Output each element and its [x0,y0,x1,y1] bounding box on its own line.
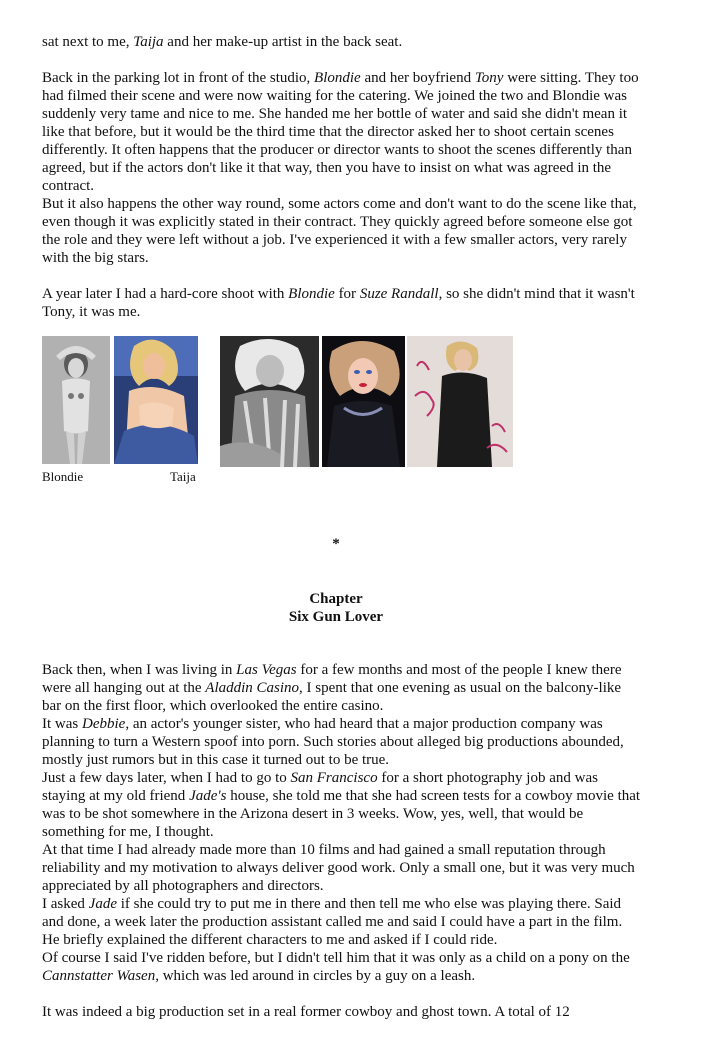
emphasized-name: Aladdin Casino [205,680,300,696]
paragraph-body-1 [42,661,642,715]
text-run: Of course I said I've ridden before, but I didn't tell him that it was only as a child on a pony on the [42,950,630,966]
text-run: Just a few days later, when I had to go to [42,770,291,786]
text-run: It was [42,716,82,732]
text-run: At that time I had already made more than 10 films and had gained a small reputation through reliability and my motivation to always deliver good work. Only a small one, but it was very much appreciated by all photographers and directors. [42,842,635,894]
photo-taija-2 [322,336,405,467]
text-run: house, she told me that she had screen tests for a cowboy movie that was to be shot somewhere in the Arizona desert in 3 weeks. Wow, yes, well, that would be something for me, I thought. [42,788,641,840]
photo-signed [407,336,513,467]
photo-caption-blondie: Blondie [42,469,84,484]
chapter-body [42,661,642,1021]
text-run: were sitting. They too had filmed their scene and were now waiting for the catering. We joined the two and Blondie was suddenly very tame and nice to me. She handed me her bottle of water and said she didn't mean it like that before, but it would be the third time that the director asked her to shoot certain scenes differently. It often happens that the producer or director wants to shoot the scenes differently than agreed, but if the actors don't like it that way, then you have to insist on what was agreed in the contract. [42,70,639,194]
photo-blondie-2 [220,336,319,467]
emphasized-name: Taija [133,34,164,50]
emphasized-name: Blondie [314,70,361,86]
photo-blondie [42,336,110,464]
paragraph-intro-3 [42,195,642,267]
emphasized-name: Las Vegas [236,662,297,678]
emphasized-name: Jade [88,896,117,912]
paragraph-body-4 [42,841,642,895]
emphasized-name: Suze Randall [359,286,439,302]
text-run: for a short photography job and was staying at my old friend [42,770,598,804]
paragraph-body-6 [42,949,642,985]
text-run: A year later I had a hard-core shoot with [42,286,289,302]
text-run: But it also happens the other way round, some actors come and don't want to do the scene like that, even though it was explicitly stated in their contract. They quickly agreed before someone else got the role and they were left without a job. I've experienced it with a few smaller actors, very rarely with the big stars. [42,196,637,266]
text-run: It was indeed a big production set in a real former cowboy and ghost town. A total of 12 [42,1004,570,1020]
text-run: I asked [42,896,89,912]
text-run: Back then, when I was living in [42,662,237,678]
emphasized-name: San Francisco [290,770,378,786]
chapter-title: Six Gun Lover [288,609,384,625]
text-run: for [334,286,360,302]
emphasized-name: Blondie [288,286,335,302]
paragraph-intro-4 [42,285,642,321]
paragraph-intro-1 [42,33,642,51]
paragraph-intro-2 [42,69,642,195]
text-run: and her boyfriend [360,70,475,86]
text-run: sat next to me, [42,34,134,50]
text-run: , I spent that one evening as usual on the balcony-like bar on the first floor, which overlooked the entire casino. [42,680,622,714]
emphasized-name: Jade's [189,788,227,804]
photo-strip [42,336,642,486]
photo-caption-taija: Taija [170,469,196,484]
text-run: , an actor's younger sister, who had heard that a major production company was planning to turn a Western spoof into porn. Such stories about alleged big productions abounded, mostly just rumors but in this case it turned out to be true. [42,716,624,768]
paragraph-body-7 [42,1003,642,1021]
paragraph-body-5 [42,895,642,949]
text-run: , which was led around in circles by a guy on a leash. [155,968,476,984]
text-run: Back in the parking lot in front of the studio, [42,70,315,86]
chapter-label: Chapter [309,591,363,607]
text-run: for a few months and most of the people I knew there were all hanging out at the [42,662,622,696]
emphasized-name: Cannstatter Wasen [42,968,156,984]
emphasized-name: Debbie [82,716,126,732]
section-separator: * [332,536,340,552]
text-run: if she could try to put me in there and then tell me who else was playing there. Said and done, a week later the production assistant called me and said I could have a part in the film. He briefly explained the different characters to me and asked if I could ride. [42,896,623,948]
emphasized-name: Tony [474,70,504,86]
paragraph-body-3 [42,769,642,841]
photo-taija [114,336,198,464]
document-page [42,33,642,1020]
text-run: and her make-up artist in the back seat. [163,34,403,50]
chapter-heading [42,590,630,626]
text-run: , so she didn't mind that it wasn't Tony, it was me. [42,286,635,320]
paragraph-body-2 [42,715,642,769]
